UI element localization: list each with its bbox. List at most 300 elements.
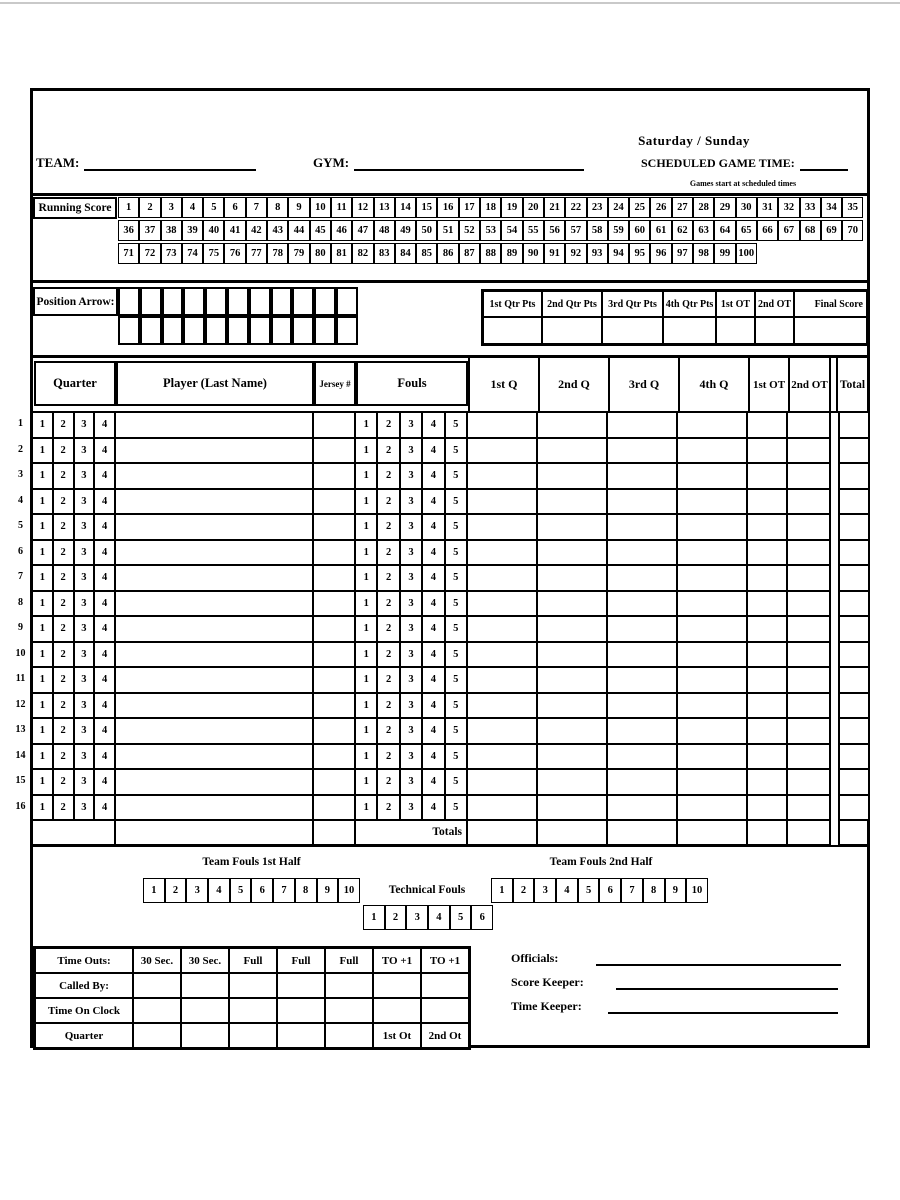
running-score-cell[interactable]: 7 (246, 197, 267, 218)
running-score-cell[interactable]: 61 (650, 220, 671, 241)
quarter-check-cell[interactable]: 3 (75, 770, 96, 796)
foul-check-cell[interactable]: 2 (378, 541, 400, 567)
running-score-cell[interactable]: 68 (800, 220, 821, 241)
ot2-score-cell[interactable] (788, 592, 831, 618)
running-score-cell[interactable]: 53 (480, 220, 501, 241)
quarter-check-cell[interactable]: 1 (33, 694, 54, 720)
running-score-cell[interactable]: 22 (565, 197, 586, 218)
foul-check-cell[interactable]: 1 (356, 541, 378, 567)
position-arrow-cell[interactable] (118, 316, 140, 345)
running-score-cell[interactable]: 70 (842, 220, 863, 241)
quarter-check-cell[interactable]: 1 (33, 770, 54, 796)
player-name-cell[interactable] (116, 413, 314, 439)
foul-check-cell[interactable]: 5 (446, 566, 468, 592)
jersey-number-cell[interactable] (314, 490, 356, 516)
foul-check-cell[interactable]: 2 (378, 592, 400, 618)
foul-check-cell[interactable]: 5 (446, 439, 468, 465)
total-score-cell[interactable] (840, 515, 868, 541)
foul-check-cell[interactable]: 4 (423, 668, 445, 694)
running-score-cell[interactable]: 12 (352, 197, 373, 218)
foul-check-cell[interactable]: 3 (401, 515, 423, 541)
running-score-cell[interactable]: 20 (523, 197, 544, 218)
foul-check-cell[interactable]: 3 (401, 745, 423, 771)
quarter-check-cell[interactable]: 4 (95, 515, 116, 541)
technical-foul-cell[interactable]: 3 (406, 905, 428, 930)
officials-input-line[interactable] (596, 951, 841, 966)
team-foul-cell[interactable]: 6 (599, 878, 621, 903)
running-score-cell[interactable]: 83 (374, 243, 395, 264)
q3-score-cell[interactable] (608, 617, 678, 643)
foul-check-cell[interactable]: 2 (378, 490, 400, 516)
foul-check-cell[interactable]: 3 (401, 719, 423, 745)
jersey-number-cell[interactable] (314, 745, 356, 771)
player-name-cell[interactable] (116, 592, 314, 618)
jersey-number-cell[interactable] (314, 592, 356, 618)
quarter-check-cell[interactable]: 2 (54, 464, 75, 490)
position-arrow-cell[interactable] (183, 287, 205, 316)
foul-check-cell[interactable]: 2 (378, 719, 400, 745)
q1-score-cell[interactable] (468, 643, 538, 669)
foul-check-cell[interactable]: 2 (378, 694, 400, 720)
total-score-cell[interactable] (840, 719, 868, 745)
team-foul-cell[interactable]: 7 (273, 878, 295, 903)
running-score-cell[interactable]: 19 (501, 197, 522, 218)
running-score-cell[interactable]: 5 (203, 197, 224, 218)
running-score-cell[interactable]: 84 (395, 243, 416, 264)
player-name-cell[interactable] (116, 566, 314, 592)
q4-score-cell[interactable] (678, 464, 748, 490)
quarter-check-cell[interactable]: 1 (33, 439, 54, 465)
foul-check-cell[interactable]: 1 (356, 796, 378, 822)
quarter-check-cell[interactable]: 3 (75, 490, 96, 516)
q1-score-cell[interactable] (468, 694, 538, 720)
quarter-check-cell[interactable]: 1 (33, 643, 54, 669)
foul-check-cell[interactable]: 3 (401, 617, 423, 643)
foul-check-cell[interactable]: 3 (401, 796, 423, 822)
q4-score-cell[interactable] (678, 439, 748, 465)
quarter-check-cell[interactable]: 3 (75, 796, 96, 822)
quarter-check-cell[interactable]: 2 (54, 668, 75, 694)
team-input-line[interactable] (84, 155, 256, 171)
player-name-cell[interactable] (116, 668, 314, 694)
player-name-cell[interactable] (116, 541, 314, 567)
foul-check-cell[interactable]: 4 (423, 464, 445, 490)
q3-score-cell[interactable] (608, 490, 678, 516)
q2-score-cell[interactable] (538, 439, 608, 465)
technical-foul-cell[interactable]: 1 (363, 905, 385, 930)
q2-score-cell[interactable] (538, 515, 608, 541)
player-name-cell[interactable] (116, 719, 314, 745)
ot1-score-cell[interactable] (748, 745, 788, 771)
ot2-score-cell[interactable] (788, 439, 831, 465)
time-on-clock-cell[interactable] (133, 998, 181, 1023)
foul-check-cell[interactable]: 3 (401, 541, 423, 567)
position-arrow-cell[interactable] (162, 287, 184, 316)
called-by-cell[interactable] (325, 973, 373, 998)
running-score-cell[interactable]: 14 (395, 197, 416, 218)
ot2-score-cell[interactable] (788, 643, 831, 669)
running-score-cell[interactable]: 78 (267, 243, 288, 264)
total-score-cell[interactable] (840, 643, 868, 669)
q3-score-cell[interactable] (608, 541, 678, 567)
quarter-check-cell[interactable]: 3 (75, 566, 96, 592)
technical-foul-cell[interactable]: 6 (471, 905, 493, 930)
jersey-number-cell[interactable] (314, 668, 356, 694)
quarter-check-cell[interactable]: 4 (95, 796, 116, 822)
position-arrow-cell[interactable] (336, 287, 358, 316)
q1-score-cell[interactable] (468, 719, 538, 745)
foul-check-cell[interactable]: 1 (356, 719, 378, 745)
q2-score-cell[interactable] (538, 668, 608, 694)
ot2-score-cell[interactable] (788, 464, 831, 490)
foul-check-cell[interactable]: 5 (446, 668, 468, 694)
total-score-cell[interactable] (840, 745, 868, 771)
quarter-check-cell[interactable]: 4 (95, 719, 116, 745)
foul-check-cell[interactable]: 4 (423, 745, 445, 771)
q1-score-cell[interactable] (468, 413, 538, 439)
quarter-check-cell[interactable]: 4 (95, 694, 116, 720)
quarter-check-cell[interactable]: 1 (33, 668, 54, 694)
technical-foul-cell[interactable]: 5 (450, 905, 472, 930)
q4-score-cell[interactable] (678, 694, 748, 720)
quarter-check-cell[interactable]: 2 (54, 566, 75, 592)
foul-check-cell[interactable]: 5 (446, 617, 468, 643)
player-name-cell[interactable] (116, 515, 314, 541)
position-arrow-cell[interactable] (227, 287, 249, 316)
foul-check-cell[interactable]: 4 (423, 719, 445, 745)
quarter-check-cell[interactable]: 3 (75, 515, 96, 541)
quarter-check-cell[interactable]: 3 (75, 719, 96, 745)
foul-check-cell[interactable]: 2 (378, 439, 400, 465)
running-score-cell[interactable]: 47 (352, 220, 373, 241)
foul-check-cell[interactable]: 5 (446, 643, 468, 669)
running-score-cell[interactable]: 75 (203, 243, 224, 264)
quarter-check-cell[interactable]: 4 (95, 592, 116, 618)
quarter-cell[interactable] (133, 1023, 181, 1048)
running-score-cell[interactable]: 9 (288, 197, 309, 218)
running-score-cell[interactable]: 11 (331, 197, 352, 218)
q2-score-cell[interactable] (538, 796, 608, 822)
ot1-score-cell[interactable] (748, 719, 788, 745)
totals-q4-cell[interactable] (678, 819, 748, 845)
qtr-pts-cell[interactable] (716, 317, 755, 344)
q1-score-cell[interactable] (468, 515, 538, 541)
foul-check-cell[interactable]: 4 (423, 541, 445, 567)
foul-check-cell[interactable]: 1 (356, 643, 378, 669)
team-foul-cell[interactable]: 9 (317, 878, 339, 903)
running-score-cell[interactable]: 62 (672, 220, 693, 241)
running-score-cell[interactable]: 95 (629, 243, 650, 264)
running-score-cell[interactable]: 42 (246, 220, 267, 241)
q4-score-cell[interactable] (678, 668, 748, 694)
team-foul-cell[interactable]: 7 (621, 878, 643, 903)
running-score-cell[interactable]: 34 (821, 197, 842, 218)
quarter-check-cell[interactable]: 3 (75, 464, 96, 490)
running-score-cell[interactable]: 87 (459, 243, 480, 264)
foul-check-cell[interactable]: 3 (401, 439, 423, 465)
foul-check-cell[interactable]: 1 (356, 464, 378, 490)
position-arrow-cell[interactable] (140, 287, 162, 316)
team-foul-cell[interactable]: 5 (578, 878, 600, 903)
total-score-cell[interactable] (840, 464, 868, 490)
running-score-cell[interactable]: 49 (395, 220, 416, 241)
foul-check-cell[interactable]: 1 (356, 413, 378, 439)
foul-check-cell[interactable]: 4 (423, 515, 445, 541)
ot1-score-cell[interactable] (748, 490, 788, 516)
quarter-check-cell[interactable]: 2 (54, 617, 75, 643)
time-on-clock-cell[interactable] (181, 998, 229, 1023)
foul-check-cell[interactable]: 5 (446, 515, 468, 541)
q3-score-cell[interactable] (608, 464, 678, 490)
quarter-check-cell[interactable]: 2 (54, 719, 75, 745)
quarter-check-cell[interactable]: 1 (33, 745, 54, 771)
called-by-cell[interactable] (133, 973, 181, 998)
running-score-cell[interactable]: 59 (608, 220, 629, 241)
foul-check-cell[interactable]: 1 (356, 770, 378, 796)
quarter-check-cell[interactable]: 3 (75, 439, 96, 465)
q1-score-cell[interactable] (468, 541, 538, 567)
qtr-pts-cell[interactable] (483, 317, 542, 344)
foul-check-cell[interactable]: 4 (423, 490, 445, 516)
foul-check-cell[interactable]: 3 (401, 694, 423, 720)
quarter-check-cell[interactable]: 1 (33, 541, 54, 567)
position-arrow-cell[interactable] (314, 316, 336, 345)
quarter-check-cell[interactable]: 3 (75, 541, 96, 567)
quarter-check-cell[interactable]: 2 (54, 515, 75, 541)
foul-check-cell[interactable]: 4 (423, 439, 445, 465)
team-foul-cell[interactable]: 4 (556, 878, 578, 903)
ot2-score-cell[interactable] (788, 541, 831, 567)
foul-check-cell[interactable]: 3 (401, 668, 423, 694)
gym-input-line[interactable] (354, 155, 584, 171)
position-arrow-cell[interactable] (292, 316, 314, 345)
running-score-cell[interactable]: 38 (161, 220, 182, 241)
quarter-check-cell[interactable]: 3 (75, 694, 96, 720)
q1-score-cell[interactable] (468, 796, 538, 822)
totals-q2-cell[interactable] (538, 819, 608, 845)
qtr-pts-cell[interactable] (794, 317, 867, 344)
ot1-score-cell[interactable] (748, 796, 788, 822)
running-score-cell[interactable]: 69 (821, 220, 842, 241)
foul-check-cell[interactable]: 2 (378, 770, 400, 796)
running-score-cell[interactable]: 1 (118, 197, 139, 218)
foul-check-cell[interactable]: 2 (378, 668, 400, 694)
q4-score-cell[interactable] (678, 617, 748, 643)
running-score-cell[interactable]: 26 (650, 197, 671, 218)
team-foul-cell[interactable]: 9 (665, 878, 687, 903)
foul-check-cell[interactable]: 1 (356, 745, 378, 771)
ot1-score-cell[interactable] (748, 617, 788, 643)
q4-score-cell[interactable] (678, 515, 748, 541)
team-foul-cell[interactable]: 3 (186, 878, 208, 903)
jersey-number-cell[interactable] (314, 643, 356, 669)
running-score-cell[interactable]: 27 (672, 197, 693, 218)
quarter-check-cell[interactable]: 3 (75, 668, 96, 694)
foul-check-cell[interactable]: 2 (378, 515, 400, 541)
foul-check-cell[interactable]: 4 (423, 592, 445, 618)
q4-score-cell[interactable] (678, 413, 748, 439)
quarter-check-cell[interactable]: 1 (33, 515, 54, 541)
foul-check-cell[interactable]: 1 (356, 566, 378, 592)
time-on-clock-cell[interactable] (373, 998, 421, 1023)
totals-q3-cell[interactable] (608, 819, 678, 845)
totals-ot2-cell[interactable] (788, 819, 831, 845)
running-score-cell[interactable]: 97 (672, 243, 693, 264)
quarter-check-cell[interactable]: 3 (75, 617, 96, 643)
foul-check-cell[interactable]: 4 (423, 770, 445, 796)
running-score-cell[interactable]: 29 (714, 197, 735, 218)
q4-score-cell[interactable] (678, 592, 748, 618)
quarter-check-cell[interactable]: 1 (33, 592, 54, 618)
jersey-number-cell[interactable] (314, 617, 356, 643)
quarter-check-cell[interactable]: 1 (33, 796, 54, 822)
quarter-check-cell[interactable]: 3 (75, 643, 96, 669)
ot1-score-cell[interactable] (748, 566, 788, 592)
ot1-score-cell[interactable] (748, 413, 788, 439)
running-score-cell[interactable]: 43 (267, 220, 288, 241)
q2-score-cell[interactable] (538, 490, 608, 516)
running-score-cell[interactable]: 98 (693, 243, 714, 264)
q1-score-cell[interactable] (468, 439, 538, 465)
q2-score-cell[interactable] (538, 719, 608, 745)
position-arrow-cell[interactable] (205, 287, 227, 316)
running-score-cell[interactable]: 55 (523, 220, 544, 241)
q2-score-cell[interactable] (538, 617, 608, 643)
position-arrow-cell[interactable] (162, 316, 184, 345)
time-keeper-input-line[interactable] (608, 999, 838, 1014)
foul-check-cell[interactable]: 2 (378, 643, 400, 669)
foul-check-cell[interactable]: 5 (446, 490, 468, 516)
ot1-score-cell[interactable] (748, 464, 788, 490)
ot2-score-cell[interactable] (788, 515, 831, 541)
running-score-cell[interactable]: 31 (757, 197, 778, 218)
player-name-cell[interactable] (116, 745, 314, 771)
quarter-check-cell[interactable]: 2 (54, 643, 75, 669)
running-score-cell[interactable]: 74 (182, 243, 203, 264)
ot2-score-cell[interactable] (788, 668, 831, 694)
technical-foul-cell[interactable]: 4 (428, 905, 450, 930)
score-keeper-input-line[interactable] (616, 975, 838, 990)
player-name-cell[interactable] (116, 617, 314, 643)
running-score-cell[interactable]: 13 (374, 197, 395, 218)
running-score-cell[interactable]: 41 (224, 220, 245, 241)
quarter-check-cell[interactable]: 2 (54, 490, 75, 516)
q3-score-cell[interactable] (608, 439, 678, 465)
player-name-cell[interactable] (116, 439, 314, 465)
quarter-check-cell[interactable]: 4 (95, 464, 116, 490)
q3-score-cell[interactable] (608, 515, 678, 541)
quarter-check-cell[interactable]: 3 (75, 413, 96, 439)
running-score-cell[interactable]: 79 (288, 243, 309, 264)
totals-q1-cell[interactable] (468, 819, 538, 845)
q1-score-cell[interactable] (468, 566, 538, 592)
running-score-cell[interactable]: 45 (310, 220, 331, 241)
foul-check-cell[interactable]: 5 (446, 719, 468, 745)
foul-check-cell[interactable]: 4 (423, 566, 445, 592)
q3-score-cell[interactable] (608, 719, 678, 745)
foul-check-cell[interactable]: 1 (356, 515, 378, 541)
running-score-cell[interactable]: 37 (139, 220, 160, 241)
position-arrow-cell[interactable] (140, 316, 162, 345)
jersey-number-cell[interactable] (314, 719, 356, 745)
running-score-cell[interactable]: 35 (842, 197, 863, 218)
ot1-score-cell[interactable] (748, 515, 788, 541)
q1-score-cell[interactable] (468, 770, 538, 796)
quarter-check-cell[interactable]: 1 (33, 617, 54, 643)
foul-check-cell[interactable]: 5 (446, 694, 468, 720)
player-name-cell[interactable] (116, 694, 314, 720)
q3-score-cell[interactable] (608, 413, 678, 439)
foul-check-cell[interactable]: 1 (356, 668, 378, 694)
quarter-cell[interactable] (277, 1023, 325, 1048)
running-score-cell[interactable]: 54 (501, 220, 522, 241)
foul-check-cell[interactable]: 4 (423, 694, 445, 720)
q4-score-cell[interactable] (678, 566, 748, 592)
foul-check-cell[interactable]: 2 (378, 566, 400, 592)
q4-score-cell[interactable] (678, 490, 748, 516)
quarter-check-cell[interactable]: 4 (95, 643, 116, 669)
quarter-cell[interactable] (229, 1023, 277, 1048)
running-score-cell[interactable]: 16 (437, 197, 458, 218)
foul-check-cell[interactable]: 5 (446, 413, 468, 439)
jersey-number-cell[interactable] (314, 439, 356, 465)
quarter-cell[interactable] (181, 1023, 229, 1048)
q4-score-cell[interactable] (678, 796, 748, 822)
quarter-check-cell[interactable]: 3 (75, 592, 96, 618)
quarter-check-cell[interactable]: 1 (33, 490, 54, 516)
quarter-check-cell[interactable]: 4 (95, 566, 116, 592)
running-score-cell[interactable]: 90 (523, 243, 544, 264)
foul-check-cell[interactable]: 5 (446, 592, 468, 618)
q2-score-cell[interactable] (538, 694, 608, 720)
team-foul-cell[interactable]: 3 (534, 878, 556, 903)
running-score-cell[interactable]: 80 (310, 243, 331, 264)
running-score-cell[interactable]: 51 (437, 220, 458, 241)
q3-score-cell[interactable] (608, 770, 678, 796)
called-by-cell[interactable] (373, 973, 421, 998)
scheduled-time-input-line[interactable] (800, 155, 848, 171)
player-name-cell[interactable] (116, 464, 314, 490)
running-score-cell[interactable]: 81 (331, 243, 352, 264)
position-arrow-cell[interactable] (227, 316, 249, 345)
q2-score-cell[interactable] (538, 413, 608, 439)
foul-check-cell[interactable]: 2 (378, 464, 400, 490)
quarter-check-cell[interactable]: 2 (54, 770, 75, 796)
foul-check-cell[interactable]: 3 (401, 770, 423, 796)
ot2-score-cell[interactable] (788, 490, 831, 516)
player-name-cell[interactable] (116, 770, 314, 796)
quarter-check-cell[interactable]: 2 (54, 413, 75, 439)
running-score-cell[interactable]: 82 (352, 243, 373, 264)
q1-score-cell[interactable] (468, 745, 538, 771)
q3-score-cell[interactable] (608, 592, 678, 618)
foul-check-cell[interactable]: 1 (356, 592, 378, 618)
running-score-cell[interactable]: 10 (310, 197, 331, 218)
qtr-pts-cell[interactable] (542, 317, 602, 344)
q2-score-cell[interactable] (538, 566, 608, 592)
quarter-check-cell[interactable]: 1 (33, 413, 54, 439)
foul-check-cell[interactable]: 4 (423, 643, 445, 669)
team-foul-cell[interactable]: 2 (513, 878, 535, 903)
quarter-check-cell[interactable]: 4 (95, 745, 116, 771)
q4-score-cell[interactable] (678, 643, 748, 669)
ot2-score-cell[interactable] (788, 719, 831, 745)
foul-check-cell[interactable]: 4 (423, 617, 445, 643)
running-score-cell[interactable]: 86 (437, 243, 458, 264)
ot1-score-cell[interactable] (748, 668, 788, 694)
q4-score-cell[interactable] (678, 745, 748, 771)
team-foul-cell[interactable]: 1 (491, 878, 513, 903)
